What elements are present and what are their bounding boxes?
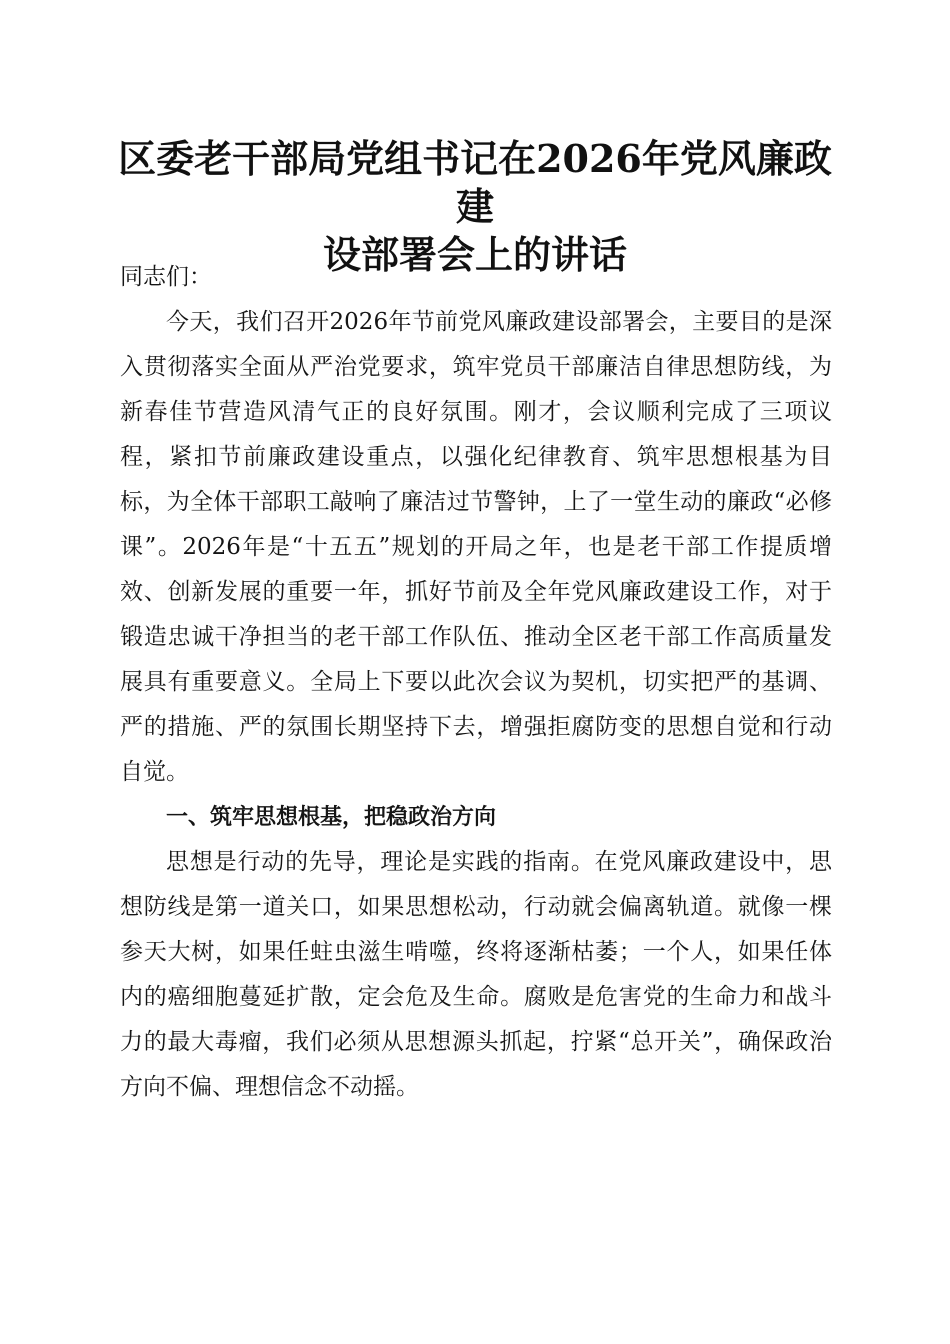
document-body	[120, 255, 832, 1110]
title-line-1: 区委老干部局党组书记在2026年党风廉政建	[118, 136, 832, 229]
section-heading-1: 一、筑牢思想根基，把稳政治方向	[166, 805, 497, 830]
paragraph-opening: 今天，我们召开2026年节前党风廉政建设部署会，主要目的是深入贯彻落实全面从严治党要求，筑牢党员干部廉洁自律思想防线，为新春佳节营造风清气正的良好氛围。刚才，会议顺利完成了三项议程，紧扣节前廉政建设重点，以强化纪律教育、筑牢思想根基为目标，为全体干部职工敲响了廉洁过节警钟，上了一堂生动的廉政“必修课”。2026年是“十五五”规划的开局之年，也是老干部工作提质增效、创新发展的重要一年，抓好节前及全年党风廉政建设工作，对于锻造忠诚干净担当的老干部工作队伍、推动全区老干部工作高质量发展具有重要意义。全局上下要以此次会议为契机，切实把严的基调、严的措施、严的氛围长期坚持下去，增强拒腐防变的思想自觉和行动自觉。	[120, 309, 832, 785]
title-line-2: 设部署会上的讲话	[322, 232, 627, 277]
salutation: 同志们：	[120, 264, 212, 290]
paragraph-section-1: 思想是行动的先导，理论是实践的指南。在党风廉政建设中，思想防线是第一道关口，如果思想松动，行动就会偏离轨道。就像一棵参天大树，如果任蛀虫滋生啃噬，终将逐渐枯萎；一个人，如果任体内的癌细胞蔓延扩散，定会危及生命。腐败是危害党的生命力和战斗力的最大毒瘤，我们必须从思想源头抓起，拧紧“总开关”，确保政治方向不偏、理想信念不动摇。	[120, 849, 832, 1100]
